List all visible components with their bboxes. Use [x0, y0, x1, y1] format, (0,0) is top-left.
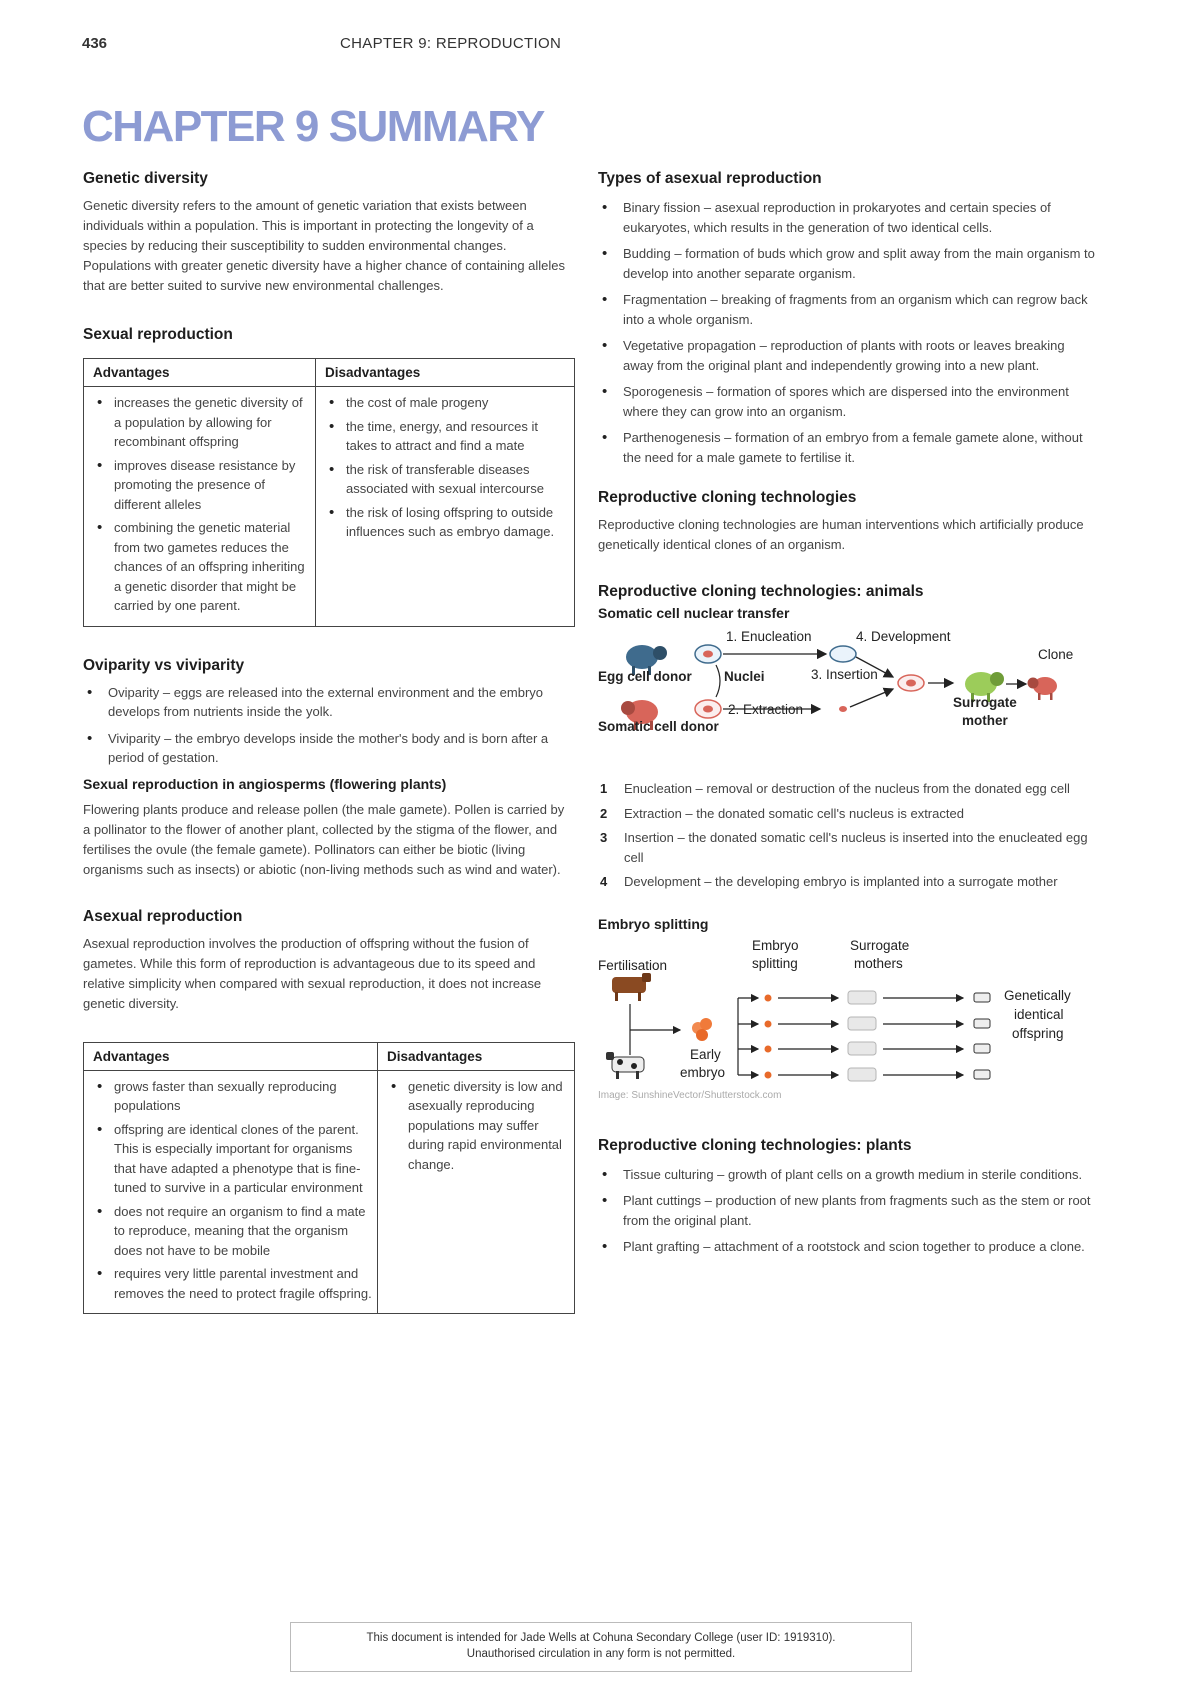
running-header: CHAPTER 9: REPRODUCTION — [340, 35, 562, 52]
asexual-reproduction-table — [83, 1042, 575, 1315]
section-heading: Genetic diversity — [83, 170, 208, 187]
step-number: 1 — [600, 781, 608, 796]
list-item: • Binary fission – asexual reproduction in prokaryotes and certain species of eukaryotes, which results in the generation of two identical cells. — [598, 198, 1098, 237]
section-text: Asexual reproduction involves the production of offspring without the fusion of gametes. While this form of reproduction is advantageous due to its speed and relative simplicity when compared with sexual reproduction, it does not increase genetic diversity. — [83, 935, 542, 1011]
label-extraction: 2. Extraction — [728, 702, 804, 717]
list-item: • Parthenogenesis – formation of an embryo from a female gamete alone, without the need for a male gamete to fertilise it. — [598, 428, 1098, 467]
advantages-cell — [84, 387, 316, 627]
list-item: • genetic diversity is low and asexually reproducing populations may suffer during rapid environmental change. — [382, 1077, 570, 1175]
list-item: • Plant cuttings – production of new plants from fragments such as the stem or root from the original plant. — [598, 1191, 1098, 1230]
list-item — [598, 828, 1098, 867]
clone-sheep-icon — [1028, 677, 1058, 700]
section-heading: Oviparity vs viviparity — [83, 656, 245, 674]
label-surrogate: Surrogate — [953, 695, 1017, 710]
list-item: • grows faster than sexually reproducing populations — [88, 1077, 373, 1116]
section-heading: Reproductive cloning technologies: animals — [598, 583, 924, 600]
list-item — [598, 804, 1098, 824]
step-text: Insertion – the donated somatic cell's nucleus is inserted into the enucleated egg cell — [624, 830, 1088, 865]
advantages-cell — [84, 1070, 378, 1314]
label-offspring: offspring — [1012, 1025, 1064, 1041]
label-surrogate: Surrogate — [850, 937, 910, 953]
section-text: Flowering plants produce and release pollen (the male gamete). Pollen is carried by a pollinator to the flower of another plant, collected by the stigma of the flower, and fertilises the ovule (the female gamete). Pollinators can either be biotic (living organisms such as insects) or abiotic (non-living methods such as wind and water). — [83, 801, 565, 877]
section-heading: Types of asexual reproduction — [598, 170, 822, 187]
left-column — [83, 170, 575, 1314]
label-fertilisation: Fertilisation — [598, 957, 668, 973]
cloning-section — [598, 489, 1098, 555]
step-text: Extraction – the donated somatic cell's nucleus is extracted — [624, 805, 964, 821]
label-nuclei: Nuclei — [724, 669, 765, 684]
list-item: • Tissue culturing – growth of plant cells on a growth medium in sterile conditions. — [598, 1165, 1098, 1185]
page-title: CHAPTER 9 SUMMARY — [82, 102, 544, 151]
table-header-advantages: Advantages — [84, 1042, 378, 1070]
cloning-plants-section — [598, 1137, 1098, 1257]
scnt-steps — [598, 779, 1098, 892]
label-embryo2: embryo — [680, 1064, 726, 1080]
list-item: • Viviparity – the embryo develops inside the mother's body and is born after a period of gestation. — [83, 729, 575, 768]
section-heading: Sexual reproduction — [83, 326, 233, 343]
early-embryo-icon — [692, 1018, 712, 1041]
list-item: • requires very little parental investment and removes the need to protect fragile offspring. — [88, 1264, 373, 1303]
bull-icon — [612, 973, 651, 1001]
list-item: • combining the genetic material from two gametes reduces the chances of an offspring inheriting a genetic disorder that might be carried by one parent. — [88, 518, 311, 616]
section-text: Reproductive cloning technologies are human interventions which artificially produce genetically identical clones of an organism. — [598, 517, 1084, 552]
list-item: • Plant grafting – attachment of a rootstock and scion together to produce a clone. — [598, 1237, 1098, 1257]
cloning-animals-section — [598, 583, 1098, 892]
label-early: Early — [690, 1046, 721, 1062]
list-item: • Vegetative propagation – reproduction of plants with roots or leaves breaking away from the original plant and independently growing into a new plant. — [598, 336, 1098, 375]
list-item: • the time, energy, and resources it takes to attract and find a mate — [320, 417, 570, 456]
label-somatic-donor: Somatic cell donor — [598, 719, 719, 734]
disadvantages-cell — [378, 1070, 575, 1314]
sexual-reproduction-section — [83, 326, 575, 627]
table-header-disadvantages: Disadvantages — [378, 1042, 575, 1070]
asexual-section — [83, 908, 575, 1315]
step-number: 3 — [600, 830, 608, 845]
label-mothers: mothers — [854, 955, 903, 971]
section-heading: Asexual reproduction — [83, 907, 243, 925]
somatic-cell-icon — [695, 700, 721, 718]
oviparity-section — [83, 657, 575, 768]
section-heading: Reproductive cloning technologies: plants — [598, 1136, 912, 1154]
egg-cell-icon — [695, 645, 721, 663]
label-development: 4. Development — [856, 629, 951, 644]
section-heading: Sexual reproduction in angiosperms (flowering plants) — [83, 775, 447, 792]
label-mother: mother — [962, 713, 1008, 728]
split-embryo-icons — [765, 994, 772, 1078]
embryo-splitting-section — [598, 916, 1098, 1101]
list-item: • improves disease resistance by promoting the presence of different alleles — [88, 456, 311, 515]
list-item: • increases the genetic diversity of a population by allowing for recombinant offspring — [88, 393, 311, 452]
page-number: 436 — [82, 35, 108, 52]
cow-icon — [606, 1052, 644, 1079]
list-item: • Oviparity – eggs are released into the external environment and the embryo develops from nutrients inside the yolk. — [83, 683, 575, 722]
label-identical: identical — [1014, 1006, 1064, 1022]
section-heading: Reproductive cloning technologies — [598, 489, 857, 506]
list-item: • does not require an organism to find a mate to reproduce, meaning that the organism does not have to be mobile — [88, 1202, 373, 1261]
label-insertion: 3. Insertion — [811, 667, 878, 682]
list-item: • the cost of male progeny — [320, 393, 570, 413]
enucleated-egg-icon — [830, 646, 856, 662]
step-text: Enucleation – removal or destruction of the nucleus from the donated egg cell — [624, 781, 1070, 796]
label-genetically: Genetically — [1004, 987, 1071, 1003]
list-item: • the risk of transferable diseases associated with sexual intercourse — [320, 460, 570, 499]
label-egg-donor: Egg cell donor — [598, 669, 692, 684]
image-credit: Image: SunshineVector/Shutterstock.com — [598, 1089, 782, 1101]
list-item: • offspring are identical clones of the parent. This is especially important for organisms that have adapted a phenotype that is fine-tuned to survive in a particular environment — [88, 1120, 373, 1198]
section-subheading: Somatic cell nuclear transfer — [598, 605, 790, 621]
embryo-splitting-diagram — [598, 938, 1098, 1088]
scnt-diagram — [598, 629, 1098, 779]
step-number: 4 — [600, 874, 608, 889]
list-item — [598, 779, 1098, 799]
types-asexual-section — [598, 170, 1098, 467]
angiosperms-section — [83, 776, 575, 880]
table-header-advantages: Advantages — [84, 359, 316, 387]
section-heading: Embryo splitting — [598, 915, 709, 932]
list-item — [598, 872, 1098, 892]
step-number: 2 — [600, 805, 608, 821]
label-enucleation: 1. Enucleation — [726, 629, 812, 644]
genetic-diversity-section — [83, 170, 575, 296]
surrogate-cow-icons — [848, 991, 876, 1081]
list-item: • Sporogenesis – formation of spores which are dispersed into the environment where they can grow into an organism. — [598, 382, 1098, 421]
disadvantages-cell — [316, 387, 575, 627]
section-text: Genetic diversity refers to the amount of genetic variation that exists between individuals within a population. This is important in protecting the longevity of a species by reducing their susceptibility to sudden environmental changes. Populations with greater genetic diversity have a higher chance of containing alleles that are better suited to survive new environmental challenges. — [83, 198, 566, 293]
footer-line: Unauthorised circulation in any form is not permitted. — [466, 1648, 736, 1660]
list-item: • Budding – formation of buds which grow and split away from the main organism to develop into another separate organism. — [598, 244, 1098, 283]
footer-line: This document is intended for Jade Wells at Cohuna Secondary College (user ID: 1919310). — [366, 1632, 836, 1644]
right-column — [598, 170, 1098, 1264]
label-splitting: splitting — [752, 955, 798, 971]
list-item: • Fragmentation – breaking of fragments from an organism which can regrow back into a whole organism. — [598, 290, 1098, 329]
label-clone: Clone — [1038, 647, 1074, 662]
nucleus-icon — [839, 706, 847, 712]
list-item: • the risk of losing offspring to outside influences such as embryo damage. — [320, 503, 570, 542]
scnt-illustration — [598, 629, 1098, 779]
step-text: Development – the developing embryo is implanted into a surrogate mother — [624, 874, 1058, 889]
footer-notice — [290, 1622, 912, 1672]
offspring-calf-icons — [974, 993, 990, 1079]
table-header-disadvantages: Disadvantages — [316, 359, 575, 387]
label-embryo: Embryo — [752, 937, 799, 953]
sexual-reproduction-table — [83, 358, 575, 627]
